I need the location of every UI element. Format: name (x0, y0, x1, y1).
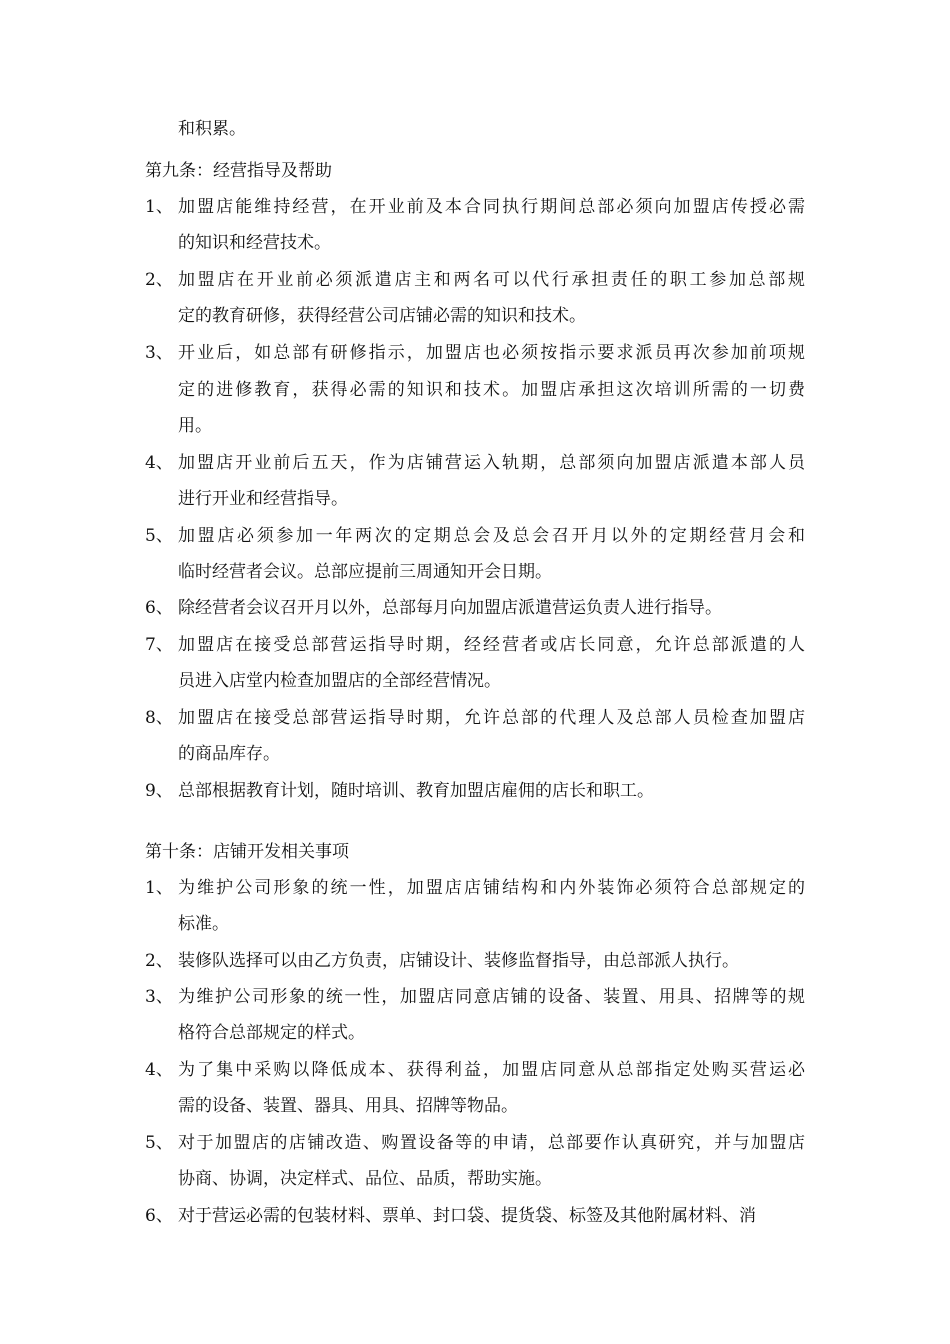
s9-item-3-line-1: 开业后，如总部有研修指示，加盟店也必须按指示要求派员再次参加前项规 (178, 343, 808, 363)
s9-item-7-line-1: 加盟店在接受总部营运指导时期，经经营者或店长同意，允许总部派遣的人 (178, 635, 808, 655)
s9-item-1-line-2: 的知识和经营技术。 (178, 233, 331, 253)
s9-item-7-line-2: 员进入店堂内检查加盟店的全部经营情况。 (178, 671, 501, 691)
s9-item-8-line-1: 加盟店在接受总部营运指导时期，允许总部的代理人及总部人员检查加盟店 (178, 708, 808, 728)
s9-item-9-line-1: 总部根据教育计划，随时培训、教育加盟店雇佣的店长和职工。 (178, 781, 654, 801)
s10-item-1-line-2: 标准。 (178, 914, 229, 934)
s9-item-4-line-1: 加盟店开业前后五天，作为店铺营运入轨期，总部须向加盟店派遣本部人员 (178, 453, 808, 473)
s9-item-4-num: 4、 (145, 453, 173, 473)
s9-item-5-num: 5、 (145, 526, 173, 546)
s10-item-5-line-2: 协商、协调，决定样式、品位、品质，帮助实施。 (178, 1169, 552, 1189)
s10-item-4-num: 4、 (145, 1060, 173, 1080)
section10-heading: 第十条：店铺开发相关事项 (145, 842, 349, 862)
s9-item-3-line-3: 用。 (178, 416, 212, 436)
s9-item-6-num: 6、 (145, 598, 173, 618)
s9-item-2-line-1: 加盟店在开业前必须派遣店主和两名可以代行承担责任的职工参加总部规 (178, 270, 808, 290)
s9-item-5-line-1: 加盟店必须参加一年两次的定期总会及总会召开月以外的定期经营月会和 (178, 526, 808, 546)
top-fragment: 和积累。 (178, 119, 246, 139)
s9-item-3-num: 3、 (145, 343, 173, 363)
s9-item-4-line-2: 进行开业和经营指导。 (178, 489, 348, 509)
s10-item-1-num: 1、 (145, 878, 173, 898)
s10-item-3-num: 3、 (145, 987, 173, 1007)
s10-item-4-line-2: 需的设备、装置、器具、用具、招牌等物品。 (178, 1096, 518, 1116)
s10-item-3-line-1: 为维护公司形象的统一性，加盟店同意店铺的设备、装置、用具、招牌等的规 (178, 987, 807, 1007)
s9-item-2-line-2: 定的教育研修，获得经营公司店铺必需的知识和技术。 (178, 306, 586, 326)
s9-item-7-num: 7、 (145, 635, 173, 655)
s9-item-3-line-2: 定的进修教育，获得必需的知识和技术。加盟店承担这次培训所需的一切费 (178, 380, 808, 400)
s9-item-5-line-2: 临时经营者会议。总部应提前三周通知开会日期。 (178, 562, 552, 582)
s10-item-2-line-1: 装修队选择可以由乙方负责，店铺设计、装修监督指导，由总部派人执行。 (178, 951, 739, 971)
s9-item-6-line-1: 除经营者会议召开月以外，总部每月向加盟店派遣营运负责人进行指导。 (178, 598, 722, 618)
s10-item-4-line-1: 为了集中采购以降低成本、获得利益，加盟店同意从总部指定处购买营运必 (178, 1060, 808, 1080)
s9-item-1-line-1: 加盟店能维持经营，在开业前及本合同执行期间总部必须向加盟店传授必需 (178, 197, 808, 217)
s10-item-5-line-1: 对于加盟店的店铺改造、购置设备等的申请，总部要作认真研究，并与加盟店 (178, 1133, 807, 1153)
s10-item-5-num: 5、 (145, 1133, 173, 1153)
s9-item-1-num: 1、 (145, 197, 173, 217)
s10-item-3-line-2: 格符合总部规定的样式。 (178, 1023, 365, 1043)
section9-heading: 第九条：经营指导及帮助 (145, 161, 332, 181)
s10-item-1-line-1: 为维护公司形象的统一性，加盟店店铺结构和内外装饰必须符合总部规定的 (178, 878, 808, 898)
s9-item-8-line-2: 的商品库存。 (178, 744, 280, 764)
s9-item-9-num: 9、 (145, 781, 173, 801)
s10-item-6-line-1: 对于营运必需的包装材料、票单、封口袋、提货袋、标签及其他附属材料、消 (178, 1206, 756, 1226)
s10-item-2-num: 2、 (145, 951, 173, 971)
s9-item-2-num: 2、 (145, 270, 173, 290)
s10-item-6-num: 6、 (145, 1206, 173, 1226)
s9-item-8-num: 8、 (145, 708, 173, 728)
